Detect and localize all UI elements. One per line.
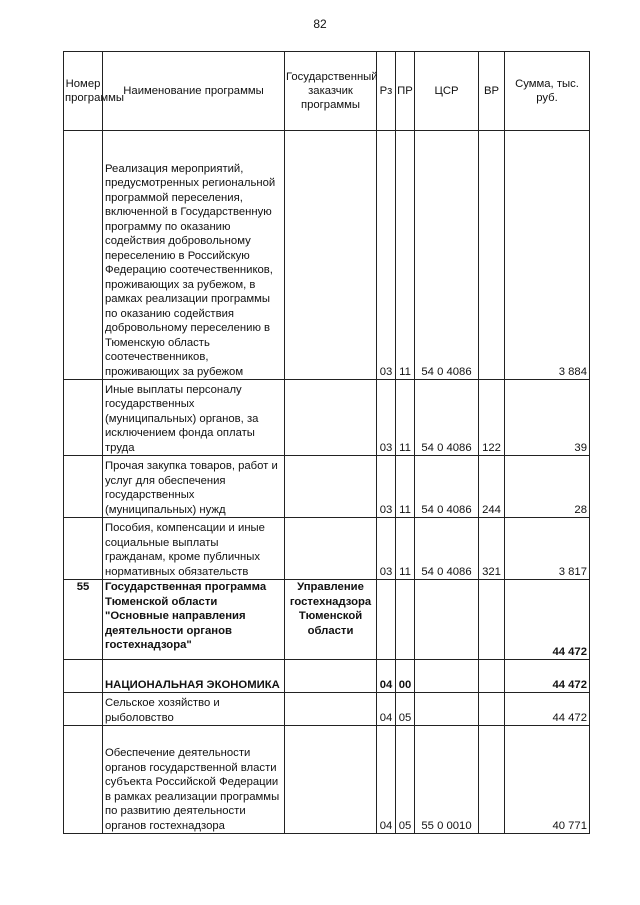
program-name-cell: Прочая закупка товаров, работ и услуг для обеспечения государственных (муниципальных) нужд: [103, 456, 285, 518]
vr-cell: [479, 693, 505, 726]
header-pr: ПР: [396, 52, 415, 131]
program-name-cell: Иные выплаты персоналу государственных (муниципальных) органов, за исключением фонда оплаты труда: [103, 380, 285, 456]
sum-cell: 44 472: [505, 580, 590, 660]
table-row-program: [64, 580, 590, 660]
vr-cell: [479, 131, 505, 380]
program-number-cell: [64, 693, 103, 726]
customer-cell: [285, 380, 377, 456]
table-row: [64, 131, 590, 380]
csr-cell: [415, 660, 479, 693]
budget-table: [63, 51, 590, 834]
customer-cell: [285, 131, 377, 380]
rz-cell: 03: [377, 131, 396, 380]
program-number-cell: [64, 726, 103, 834]
header-sum: Сумма, тыс. руб.: [505, 52, 590, 131]
customer-cell: [285, 456, 377, 518]
vr-cell: [479, 580, 505, 660]
table-row-section: [64, 660, 590, 693]
pr-cell: 11: [396, 518, 415, 580]
table-row: [64, 693, 590, 726]
vr-cell: 122: [479, 380, 505, 456]
vr-cell: 321: [479, 518, 505, 580]
header-csr: ЦСР: [415, 52, 479, 131]
rz-cell: 03: [377, 380, 396, 456]
table-row: [64, 380, 590, 456]
pr-cell: 05: [396, 693, 415, 726]
sum-cell: 44 472: [505, 693, 590, 726]
page-number: 82: [313, 17, 327, 31]
vr-cell: [479, 660, 505, 693]
program-number-cell: [64, 660, 103, 693]
table-row: [64, 518, 590, 580]
csr-cell: 54 0 4086: [415, 456, 479, 518]
customer-cell: [285, 693, 377, 726]
program-number-cell: 55: [64, 580, 103, 660]
rz-cell: 04: [377, 693, 396, 726]
sum-cell: 3 884: [505, 131, 590, 380]
header-program-number: Номер программы: [64, 52, 103, 131]
rz-cell: 03: [377, 456, 396, 518]
sum-cell: 3 817: [505, 518, 590, 580]
pr-cell: 05: [396, 726, 415, 834]
program-number-cell: [64, 380, 103, 456]
csr-cell: 54 0 4086: [415, 518, 479, 580]
table-header-row: [64, 52, 590, 131]
customer-cell: [285, 726, 377, 834]
rz-cell: [377, 580, 396, 660]
program-name-cell: Реализация мероприятий, предусмотренных региональной программой переселения, включенной в Государственную программу по оказанию содействия добровольному переселению в Российскую Федерацию соотечественников, проживающих за рубежом, в рамках реализации программы по оказанию содействия добровольному переселению в Тюменскую область соотечественников, проживающих за рубежом: [103, 131, 285, 380]
program-number-cell: [64, 131, 103, 380]
csr-cell: 54 0 4086: [415, 131, 479, 380]
program-name-cell: Сельское хозяйство и рыболовство: [103, 693, 285, 726]
customer-cell: [285, 518, 377, 580]
program-number-cell: [64, 518, 103, 580]
header-state-customer: Государственный заказчик программы: [285, 52, 377, 131]
header-program-name: Наименование программы: [103, 52, 285, 131]
pr-cell: 11: [396, 456, 415, 518]
program-number-cell: [64, 456, 103, 518]
sum-cell: 28: [505, 456, 590, 518]
pr-cell: 00: [396, 660, 415, 693]
rz-cell: 04: [377, 660, 396, 693]
pr-cell: [396, 580, 415, 660]
csr-cell: 54 0 4086: [415, 380, 479, 456]
program-name-cell: Пособия, компенсации и иные социальные выплаты гражданам, кроме публичных нормативных обязательств: [103, 518, 285, 580]
table-row: [64, 726, 590, 834]
program-name-cell: Обеспечение деятельности органов государственной власти субъекта Российской Федерации в рамках реализации программы по развитию деятельности органов гостехнадзора: [103, 726, 285, 834]
csr-cell: [415, 693, 479, 726]
csr-cell: [415, 580, 479, 660]
csr-cell: 55 0 0010: [415, 726, 479, 834]
sum-cell: 39: [505, 380, 590, 456]
header-rz: Рз: [377, 52, 396, 131]
table-row: [64, 456, 590, 518]
sum-cell: 44 472: [505, 660, 590, 693]
rz-cell: 04: [377, 726, 396, 834]
pr-cell: 11: [396, 131, 415, 380]
rz-cell: 03: [377, 518, 396, 580]
customer-cell: Управление гостехнадзора Тюменской области: [285, 580, 377, 660]
pr-cell: 11: [396, 380, 415, 456]
vr-cell: [479, 726, 505, 834]
header-vr: ВР: [479, 52, 505, 131]
program-name-cell: НАЦИОНАЛЬНАЯ ЭКОНОМИКА: [103, 660, 285, 693]
sum-cell: 40 771: [505, 726, 590, 834]
program-name-cell: Государственная программа Тюменской области "Основные направления деятельности органов гостехнадзора": [103, 580, 285, 660]
vr-cell: 244: [479, 456, 505, 518]
customer-cell: [285, 660, 377, 693]
